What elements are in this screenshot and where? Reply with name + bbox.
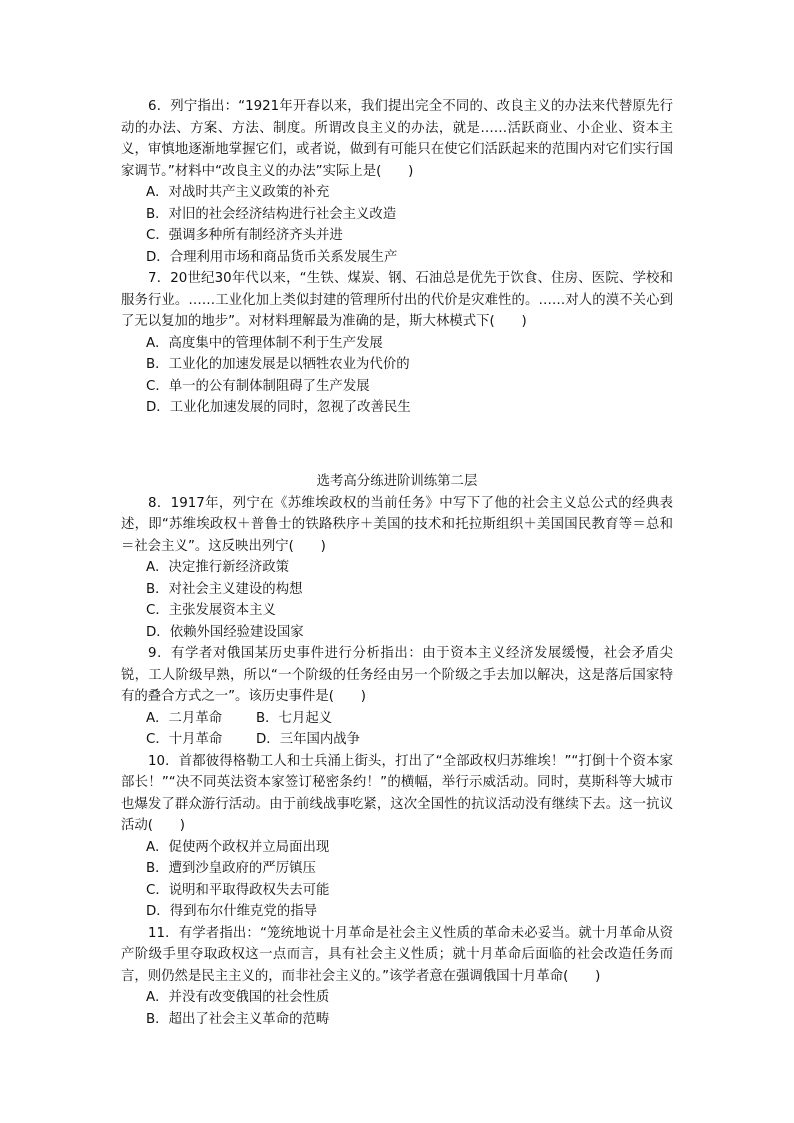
question-8-stem: 8．1917年，列宁在《苏维埃政权的当前任务》中写下了他的社会主义总公式的经典表述，即“苏维埃政权＋普鲁士的铁路秩序＋美国的技术和托拉斯组织＋美国国民教育等＝总和＝社会主义”。这反映出列宁( ) <box>121 495 673 554</box>
question-9-options-row-2 <box>121 729 673 751</box>
question-block-2 <box>121 471 673 1030</box>
question-10-option-b: B．遭到沙皇政府的严厉镇压 <box>146 861 316 876</box>
question-8-option-a: A．决定推行新经济政策 <box>146 560 290 575</box>
question-9-stem: 9．有学者对俄国某历史事件进行分析指出：由于资本主义经济发展缓慢，社会矛盾尖锐，工人阶级早熟，所以“一个阶级的任务经由另一个阶级之手去加以解决，这是落后国家特有的叠合方式之一”。该历史事件是( ) <box>121 646 673 704</box>
question-9-option-b: B．七月起义 <box>256 710 333 726</box>
question-6-option-b: B．对旧的社会经济结构进行社会主义改造 <box>146 206 397 222</box>
question-11-option-b: B．超出了社会主义革命的范畴 <box>146 1011 330 1027</box>
question-10-option-c: C．说明和平取得政权失去可能 <box>146 882 330 898</box>
question-6-stem: 6．列宁指出：“1921年开春以来，我们提出完全不同的、改良主义的办法来代替原先行动的办法、方案、方法、制度。所谓改良主义的办法，就是……活跃商业、小企业、资本主义，审慎地逐渐地掌握它们，或者说，做到有可能只在使它们活跃起来的范围内对它们实行国家调节。”材料中“改良主义的办法”实际上是( ) <box>121 99 673 179</box>
question-10-option-d: D．得到布尔什维克党的指导 <box>146 904 317 919</box>
question-11-stem: 11．有学者指出：“笼统地说十月革命是社会主义性质的革命未必妥当。就十月革命从资产阶级手里夺取政权这一点而言，具有社会主义性质；就十月革命后面临的社会改造任务而言，则仍然是民主主义的，而非社会主义的。”该学者意在强调俄国十月革命( ) <box>121 925 673 984</box>
question-7-option-c: C．单一的公有制体制阻碍了生产发展 <box>146 378 370 394</box>
question-7-option-a: A．高度集中的管理体制不利于生产发展 <box>146 335 383 351</box>
question-block-1 <box>121 96 673 419</box>
question-11-option-a: A．并没有改变俄国的社会性质 <box>146 990 330 1005</box>
question-7-option-d: D．工业化加速发展的同时，忽视了改善民生 <box>146 400 411 415</box>
question-8-option-d: D．依赖外国经验建设国家 <box>146 624 304 640</box>
section-title: 选考高分练进阶训练第二层 <box>316 474 478 489</box>
question-6-option-c: C．强调多种所有制经济齐头并进 <box>146 228 343 243</box>
question-8-option-b: B．对社会主义建设的构想 <box>146 581 303 597</box>
question-10-stem: 10．首都彼得格勒工人和士兵涌上街头，打出了“全部政权归苏维埃！”“打倒十个资本家部长！”“决不同英法资本家签订秘密条约！”的横幅，举行示威活动。同时，莫斯科等大城市也爆发了群众游行活动。由于前线战事吃紧，这次全国性的抗议活动没有继续下去。这一抗议活动( ) <box>121 753 673 833</box>
question-6-option-d: D．合理利用市场和商品货币关系发展生产 <box>146 249 398 265</box>
question-6-option-a: A．对战时共产主义政策的补充 <box>146 185 330 200</box>
question-9-option-a: A．二月革命 <box>146 710 223 726</box>
question-10-option-a: A．促使两个政权并立局面出现 <box>146 839 330 855</box>
question-9-option-d: D．三年国内战争 <box>256 732 361 747</box>
question-7-stem: 7．20世纪30年代以来，“生铁、煤炭、钢、石油总是优先于饮食、住房、医院、学校和服务行业。……工业化加上类似封建的管理所付出的代价是灾难性的。……对人的漠不关心到了无以复加的地步”。对材料理解最为准确的是，斯大林模式下( ) <box>121 271 673 329</box>
question-7-option-b: B．工业化的加速发展是以牺牲农业为代价的 <box>146 357 410 372</box>
question-9-options-row-1 <box>121 708 673 730</box>
question-8-option-c: C．主张发展资本主义 <box>146 603 276 618</box>
question-9-option-c: C．十月革命 <box>146 732 223 747</box>
